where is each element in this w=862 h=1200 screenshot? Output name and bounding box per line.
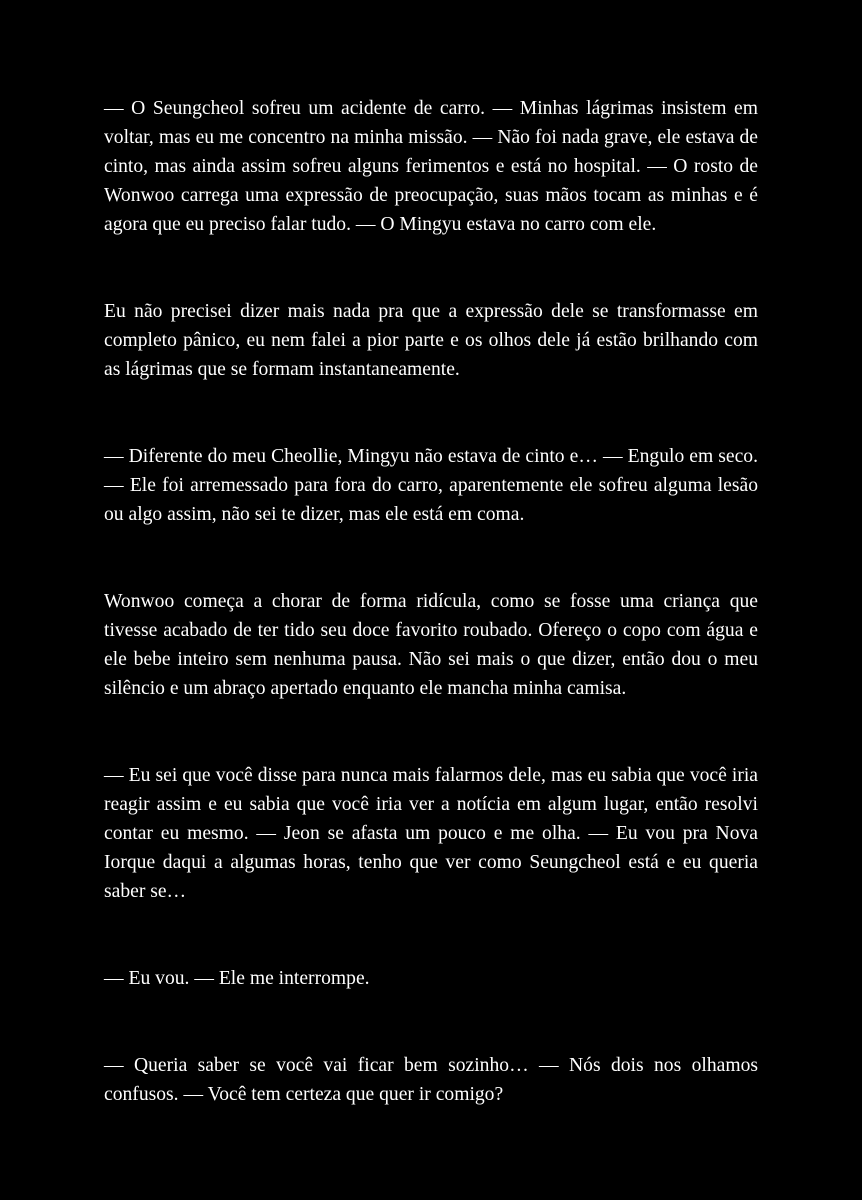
paragraph-5: — Eu sei que você disse para nunca mais falarmos dele, mas eu sabia que você iria reagir assim e eu sabia que você iria ver a notícia em algum lugar, então resolvi contar eu mesmo. — Jeon se afasta um pouco e me olha. — Eu vou pra Nova Iorque daqui a algumas horas, tenho que ver como Seungcheol está e eu queria saber se… <box>104 765 758 902</box>
paragraph-7: — Queria saber se você vai ficar bem sozinho… — Nós dois nos olhamos confusos. — Você tem certeza que quer ir comigo? <box>104 1055 758 1105</box>
paragraph-3: — Diferente do meu Cheollie, Mingyu não estava de cinto e… — Engulo em seco. — Ele foi arremessado para fora do carro, aparentemente ele sofreu alguma lesão ou algo assim, não sei te dizer, mas ele está em coma. <box>104 446 758 525</box>
paragraph-6: — Eu vou. — Ele me interrompe. <box>104 968 370 989</box>
paragraph-1: — O Seungcheol sofreu um acidente de carro. — Minhas lágrimas insistem em voltar, mas eu me concentro na minha missão. — Não foi nada grave, ele estava de cinto, mas ainda assim sofreu alguns ferimentos e está no hospital. — O rosto de Wonwoo carrega uma expressão de preocupação, suas mãos tocam as minhas e é agora que eu preciso falar tudo. — O Mingyu estava no carro com ele. <box>104 98 758 235</box>
story-text <box>104 94 758 1109</box>
paragraph-2: Eu não precisei dizer mais nada pra que a expressão dele se transformasse em completo pânico, eu nem falei a pior parte e os olhos dele já estão brilhando com as lágrimas que se formam instantaneamente. <box>104 301 758 380</box>
paragraph-4: Wonwoo começa a chorar de forma ridícula, como se fosse uma criança que tivesse acabado de ter tido seu doce favorito roubado. Ofereço o copo com água e ele bebe inteiro sem nenhuma pausa. Não sei mais o que dizer, então dou o meu silêncio e um abraço apertado enquanto ele mancha minha camisa. <box>104 591 758 699</box>
